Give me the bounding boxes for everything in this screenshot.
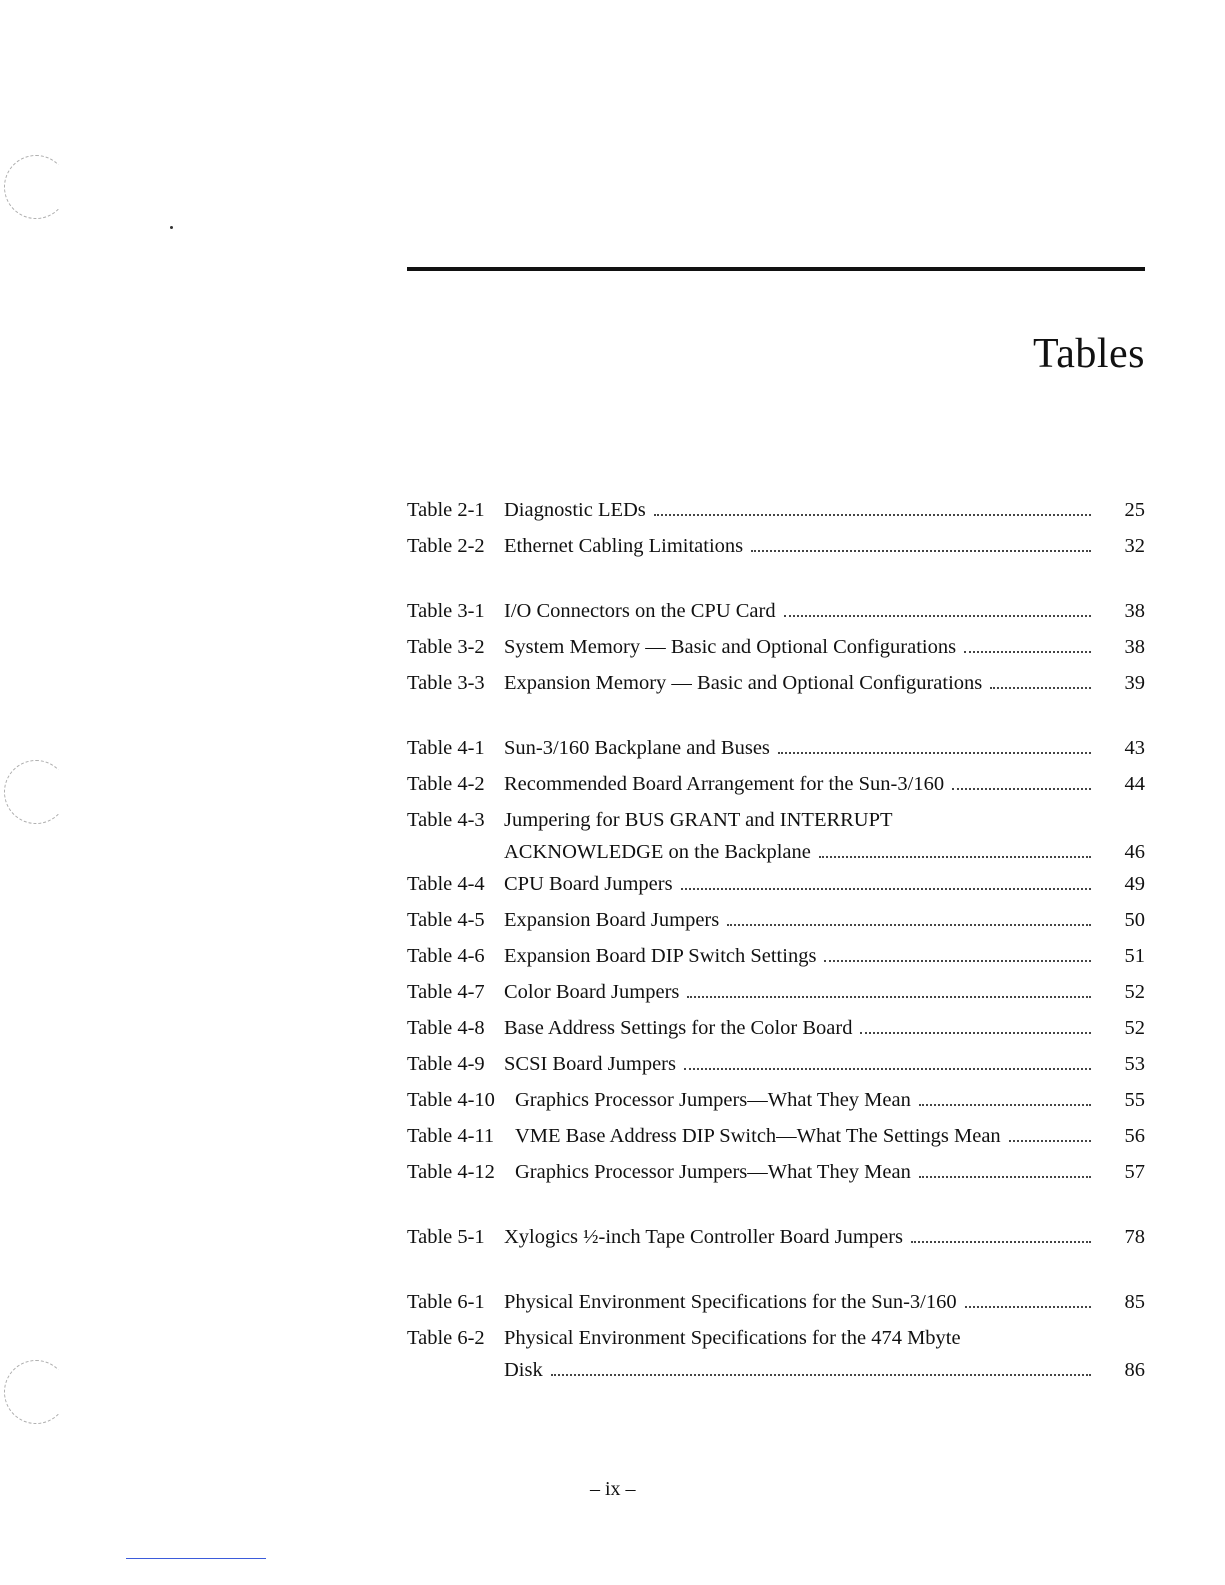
toc-group-chapter-3 xyxy=(407,593,1145,701)
dot-leader xyxy=(919,1104,1091,1106)
page-number: 51 xyxy=(1124,945,1145,967)
table-title: Color Board Jumpers xyxy=(504,981,680,1003)
toc-entry[interactable] xyxy=(407,593,1145,629)
table-number: Table 4-5 xyxy=(407,909,485,931)
dot-leader xyxy=(654,514,1091,516)
page-number: 49 xyxy=(1124,873,1145,895)
dot-leader xyxy=(824,960,1091,962)
toc-entry[interactable] xyxy=(407,766,1145,802)
table-title: Graphics Processor Jumpers—What They Mean xyxy=(515,1089,911,1111)
dot-leader xyxy=(684,1068,1091,1070)
dot-leader xyxy=(727,924,1091,926)
page-number: 32 xyxy=(1124,535,1145,557)
toc-entry[interactable] xyxy=(407,1320,1145,1384)
toc-entry[interactable] xyxy=(407,1284,1145,1320)
page-number: 52 xyxy=(1124,1017,1145,1039)
table-title: Ethernet Cabling Limitations xyxy=(504,535,744,557)
table-number: Table 4-11 xyxy=(407,1125,495,1147)
toc-entry[interactable] xyxy=(407,665,1145,701)
toc-entry[interactable] xyxy=(407,1082,1145,1118)
dot-leader xyxy=(965,1306,1091,1308)
toc-entry[interactable] xyxy=(407,974,1145,1010)
page-number: 46 xyxy=(1124,841,1145,863)
table-title: Physical Environment Specifications for the 474 Mbyte xyxy=(504,1327,961,1349)
dot-leader xyxy=(952,788,1091,790)
dot-leader xyxy=(681,888,1091,890)
table-title: System Memory — Basic and Optional Configurations xyxy=(504,636,957,658)
toc-entry[interactable] xyxy=(407,492,1145,528)
table-title: Xylogics ½-inch Tape Controller Board Jumpers xyxy=(504,1226,903,1248)
table-number: Table 6-1 xyxy=(407,1291,485,1313)
toc-entry[interactable] xyxy=(407,1046,1145,1082)
table-number: Table 3-3 xyxy=(407,672,485,694)
toc-group-chapter-4 xyxy=(407,730,1145,1190)
toc-entry[interactable] xyxy=(407,1154,1145,1190)
dot-leader xyxy=(751,550,1091,552)
list-of-tables xyxy=(407,492,1145,1413)
toc-entry[interactable] xyxy=(407,802,1145,866)
punch-hole-mark xyxy=(4,760,68,824)
dot-leader xyxy=(784,615,1091,617)
toc-entry[interactable] xyxy=(407,1219,1145,1255)
toc-entry[interactable] xyxy=(407,1010,1145,1046)
table-title: SCSI Board Jumpers xyxy=(504,1053,676,1075)
page-number: 38 xyxy=(1124,600,1145,622)
table-title: Expansion Memory — Basic and Optional Configurations xyxy=(504,672,983,694)
header-rule xyxy=(407,267,1145,271)
table-number: Table 4-8 xyxy=(407,1017,485,1039)
table-title: Expansion Board Jumpers xyxy=(504,909,720,931)
table-number: Table 6-2 xyxy=(407,1327,485,1349)
toc-entry[interactable] xyxy=(407,528,1145,564)
punch-hole-mark xyxy=(4,155,68,219)
scan-speck xyxy=(170,226,173,229)
table-title: CPU Board Jumpers xyxy=(504,873,673,895)
table-number: Table 4-3 xyxy=(407,809,485,831)
table-number: Table 3-1 xyxy=(407,600,485,622)
dot-leader xyxy=(1009,1140,1091,1142)
toc-entry[interactable] xyxy=(407,938,1145,974)
toc-entry[interactable] xyxy=(407,629,1145,665)
page-number: 53 xyxy=(1124,1053,1145,1075)
table-title: Base Address Settings for the Color Board xyxy=(504,1017,853,1039)
page-number: 43 xyxy=(1124,737,1145,759)
toc-group-chapter-5 xyxy=(407,1219,1145,1255)
table-title: Sun-3/160 Backplane and Buses xyxy=(504,737,770,759)
table-title-continued: ACKNOWLEDGE on the Backplane xyxy=(504,841,811,863)
table-number: Table 4-10 xyxy=(407,1089,495,1111)
table-title: VME Base Address DIP Switch—What The Settings Mean xyxy=(515,1125,1001,1147)
table-number: Table 4-9 xyxy=(407,1053,485,1075)
page-folio: – ix – xyxy=(590,1478,636,1500)
page-number: 44 xyxy=(1124,773,1145,795)
dot-leader xyxy=(551,1374,1091,1376)
table-title: Diagnostic LEDs xyxy=(504,499,646,521)
table-title: Expansion Board DIP Switch Settings xyxy=(504,945,817,967)
table-title: Physical Environment Specifications for the Sun-3/160 xyxy=(504,1291,957,1313)
page-number: 78 xyxy=(1124,1226,1145,1248)
toc-group-chapter-6 xyxy=(407,1284,1145,1384)
page-number: 52 xyxy=(1124,981,1145,1003)
table-number: Table 4-6 xyxy=(407,945,485,967)
page-number: 56 xyxy=(1124,1125,1145,1147)
table-number: Table 4-4 xyxy=(407,873,485,895)
bottom-link-underline xyxy=(126,1558,266,1559)
dot-leader xyxy=(778,752,1091,754)
dot-leader xyxy=(919,1176,1091,1178)
table-number: Table 4-1 xyxy=(407,737,485,759)
page-number: 38 xyxy=(1124,636,1145,658)
page-number: 55 xyxy=(1124,1089,1145,1111)
dot-leader xyxy=(860,1032,1091,1034)
table-title-continued: Disk xyxy=(504,1359,543,1381)
page-title: Tables xyxy=(1032,331,1145,377)
table-number: Table 4-7 xyxy=(407,981,485,1003)
table-title: Jumpering for BUS GRANT and INTERRUPT xyxy=(504,809,893,831)
toc-entry[interactable] xyxy=(407,866,1145,902)
table-number: Table 5-1 xyxy=(407,1226,485,1248)
page-number: 25 xyxy=(1124,499,1145,521)
page-number: 57 xyxy=(1124,1161,1145,1183)
page-number: 50 xyxy=(1124,909,1145,931)
punch-hole-mark xyxy=(4,1360,68,1424)
toc-group-chapter-2 xyxy=(407,492,1145,564)
page-number: 86 xyxy=(1124,1359,1145,1381)
toc-entry[interactable] xyxy=(407,730,1145,766)
dot-leader xyxy=(687,996,1091,998)
dot-leader xyxy=(911,1241,1091,1243)
page-number: 85 xyxy=(1124,1291,1145,1313)
table-number: Table 4-2 xyxy=(407,773,485,795)
table-number: Table 3-2 xyxy=(407,636,485,658)
page-number: 39 xyxy=(1124,672,1145,694)
toc-entry[interactable] xyxy=(407,1118,1145,1154)
dot-leader xyxy=(819,856,1091,858)
table-number: Table 2-1 xyxy=(407,499,485,521)
table-title: Graphics Processor Jumpers—What They Mean xyxy=(515,1161,911,1183)
table-number: Table 2-2 xyxy=(407,535,485,557)
dot-leader xyxy=(990,687,1091,689)
table-title: Recommended Board Arrangement for the Sun-3/160 xyxy=(504,773,945,795)
table-title: I/O Connectors on the CPU Card xyxy=(504,600,776,622)
table-number: Table 4-12 xyxy=(407,1161,495,1183)
toc-entry[interactable] xyxy=(407,902,1145,938)
dot-leader xyxy=(964,651,1091,653)
